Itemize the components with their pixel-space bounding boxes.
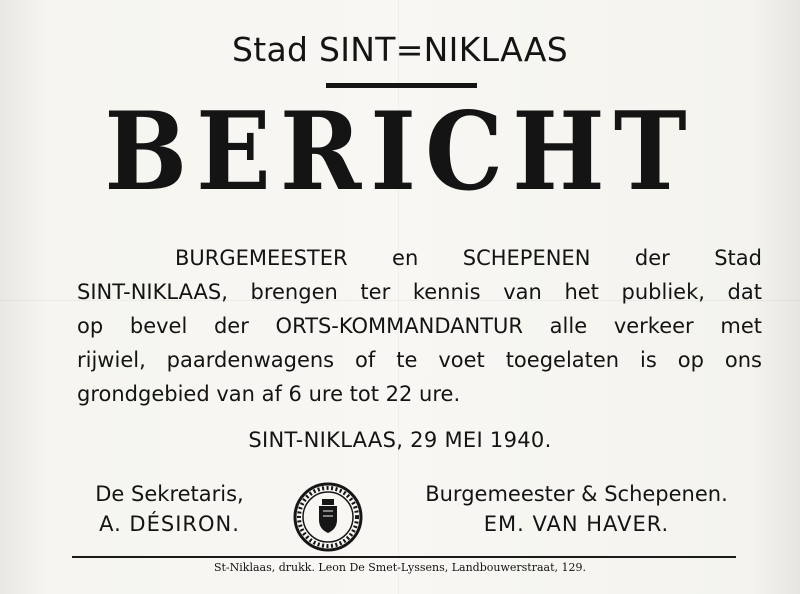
printer-imprint: St-Niklaas, drukk. Leon De Smet-Lyssens, Landbouwerstraat, 129. (213, 561, 587, 574)
body-line-3: op bevel der ORTS-KOMMANDANTUR alle verkeer met (77, 314, 762, 338)
city-title: Stad SINT=NIKLAAS (231, 30, 569, 69)
city-seal-icon (293, 482, 363, 552)
secretary-name: A. DÉSIRON. (99, 512, 240, 536)
title-divider (326, 83, 477, 88)
notice-heading: BERICHT (104, 88, 696, 216)
secretary-role: De Sekretaris, (95, 482, 244, 506)
mayor-name: EM. VAN HAVER. (483, 512, 670, 536)
body-line-5: grondgebied van af 6 ure tot 22 ure. (77, 382, 461, 406)
body-line-1: BURGEMEESTER en SCHEPENEN der Stad (175, 246, 762, 270)
date-line: SINT-NIKLAAS, 29 MEI 1940. (248, 428, 552, 452)
mayor-role: Burgemeester & Schepenen. (425, 482, 728, 506)
body-line-2: SINT-NIKLAAS, brengen ter kennis van het publiek, dat (77, 280, 762, 304)
body-line-4: rijwiel, paardenwagens of te voet toegelaten is op ons (77, 348, 762, 372)
footer-divider (72, 556, 736, 558)
